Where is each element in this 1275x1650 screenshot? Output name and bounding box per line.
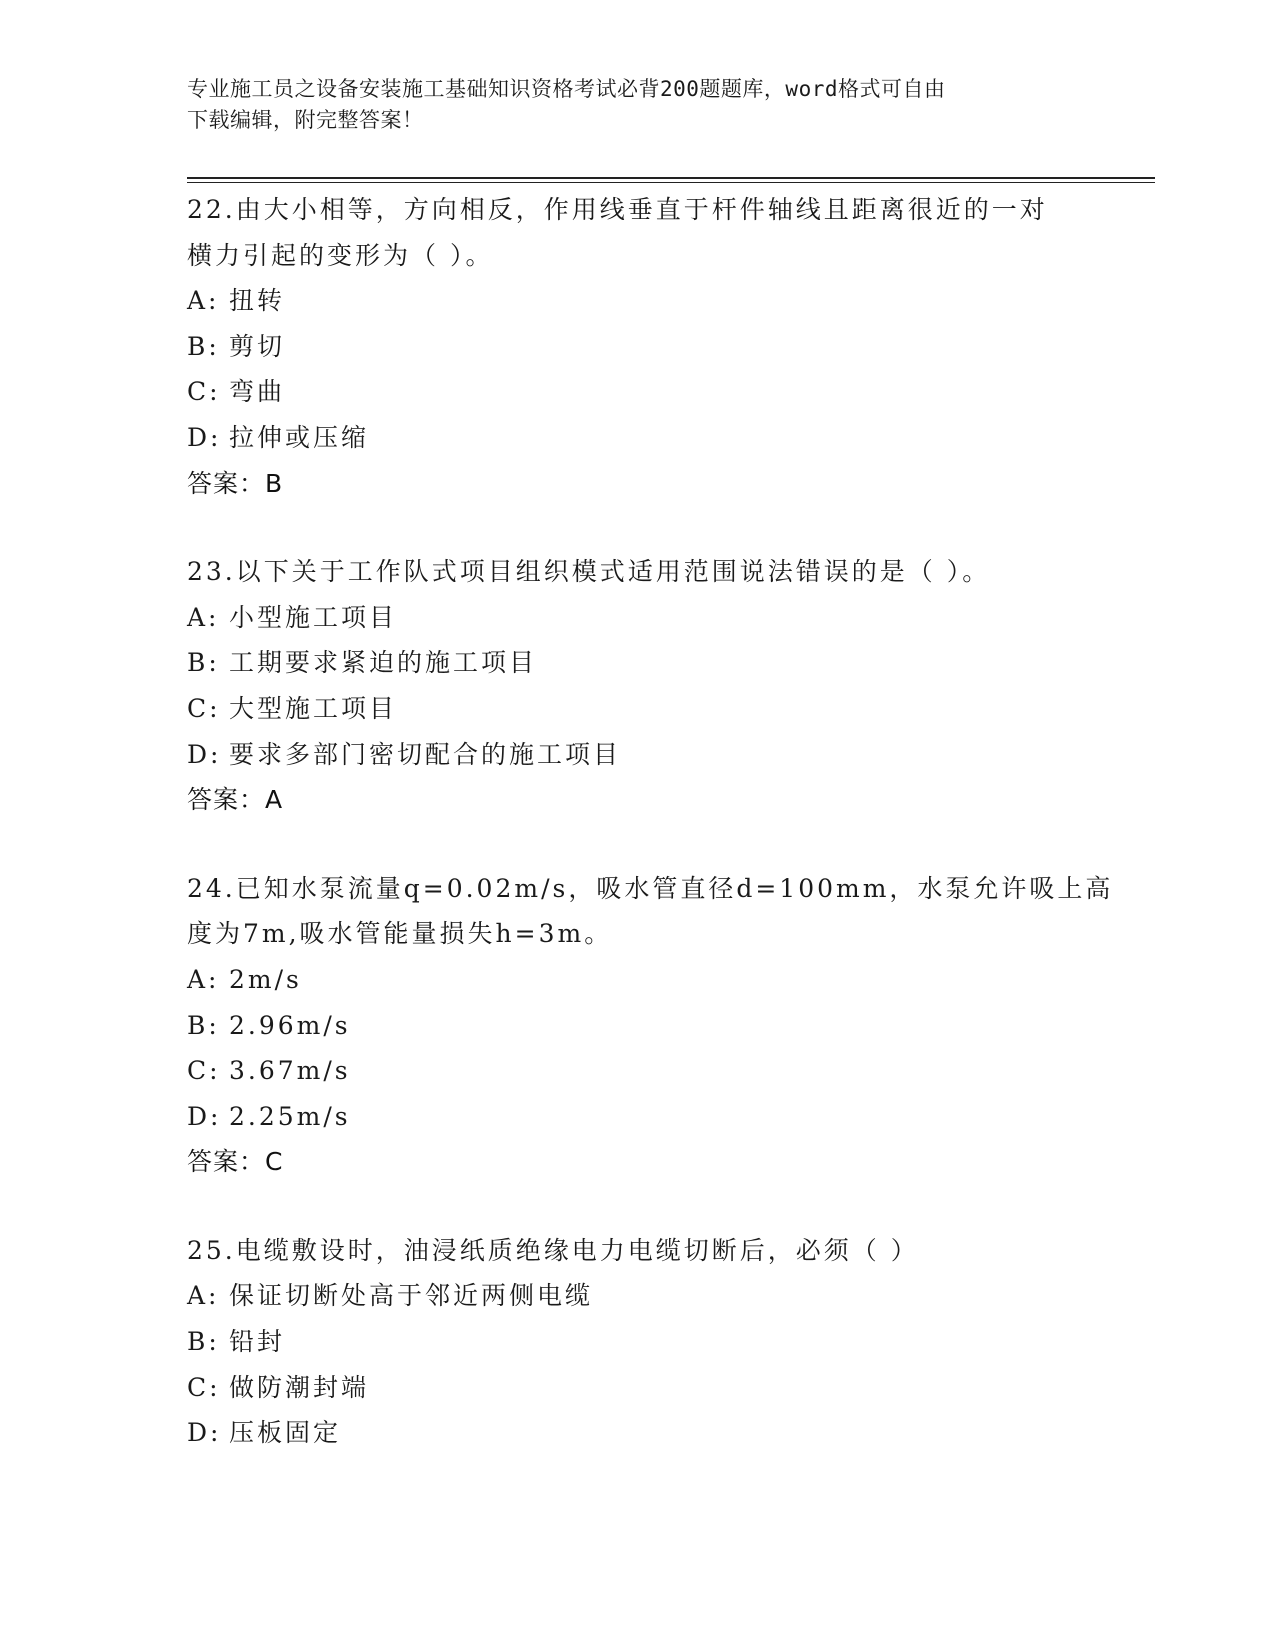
option-text: 3.67m/s [229,1056,351,1086]
document-header [187,74,1087,136]
option-a [187,957,1087,1003]
option-d [187,1410,1087,1456]
question-stem-line: 度为7m,吸水管能量损失h=3m。 [187,919,613,949]
option-letter: B: [187,331,220,361]
option-letter: A: [187,964,220,994]
option-letter: A: [187,1281,220,1311]
option-letter: A: [187,286,220,316]
question-stem-line: 25.电缆敷设时，油浸纸质绝缘电力电缆切断后，必须（ ） [187,1235,919,1265]
question-22 [187,187,1087,506]
option-text: 要求多部门密切配合的施工项目 [229,739,622,769]
option-c [187,686,1087,732]
option-text: 弯曲 [229,377,286,407]
answer-line: 答案：C [187,1147,284,1177]
option-letter: B: [187,648,220,678]
option-c [187,1048,1087,1094]
option-text: 2m/s [229,964,302,994]
option-letter: C: [187,1372,221,1402]
option-text: 压板固定 [229,1418,342,1448]
option-letter: C: [187,377,221,407]
header-divider-thick [187,177,1155,179]
header-line-2: 下载编辑，附完整答案！ [187,108,424,132]
option-a [187,595,1087,641]
option-a [187,278,1087,324]
option-text: 保证切断处高于邻近两侧电缆 [229,1281,594,1311]
answer-line: 答案：B [187,468,284,498]
option-b [187,640,1087,686]
option-letter: D: [187,1101,222,1131]
option-c [187,369,1087,415]
question-stem-line: 横力引起的变形为（ ）。 [187,240,494,270]
option-letter: A: [187,602,220,632]
option-a [187,1273,1087,1319]
option-text: 做防潮封端 [229,1372,370,1402]
option-text: 拉伸或压缩 [229,422,370,452]
option-letter: C: [187,1056,221,1086]
option-text: 大型施工项目 [229,693,398,723]
option-letter: D: [187,422,222,452]
question-23 [187,549,1087,823]
question-25 [187,1228,1087,1456]
option-letter: D: [187,1418,222,1448]
question-stem-line: 23.以下关于工作队式项目组织模式适用范围说法错误的是（ ）。 [187,557,991,587]
option-b [187,1319,1087,1365]
option-b [187,1003,1087,1049]
option-text: 小型施工项目 [229,602,398,632]
header-divider-thin [187,182,1155,183]
question-stem-line: 24.已知水泵流量q=0.02m/s，吸水管直径d=100mm，水泵允许吸上高 [187,873,1114,903]
option-b [187,324,1087,370]
option-d [187,1094,1087,1140]
option-c [187,1365,1087,1411]
option-text: 扭转 [229,286,286,316]
question-list [187,187,1114,1456]
question-stem-line: 22.由大小相等，方向相反，作用线垂直于杆件轴线且距离很近的一对 [187,195,1048,224]
option-d [187,415,1087,461]
option-text: 铅封 [229,1327,286,1357]
option-text: 2.96m/s [229,1010,351,1040]
question-24 [187,866,1114,1185]
option-d [187,732,1087,778]
option-letter: B: [187,1327,220,1357]
question-spacer [187,506,1087,549]
question-spacer [187,1185,1087,1228]
option-letter: C: [187,693,221,723]
option-text: 工期要求紧迫的施工项目 [229,648,538,678]
question-spacer [187,823,1087,866]
answer-line: 答案：A [187,785,284,815]
option-text: 2.25m/s [229,1101,351,1131]
option-text: 剪切 [229,331,286,361]
option-letter: D: [187,739,222,769]
header-line-1: 专业施工员之设备安装施工基础知识资格考试必背200题题库，word格式可自由 [187,77,946,101]
option-letter: B: [187,1010,220,1040]
